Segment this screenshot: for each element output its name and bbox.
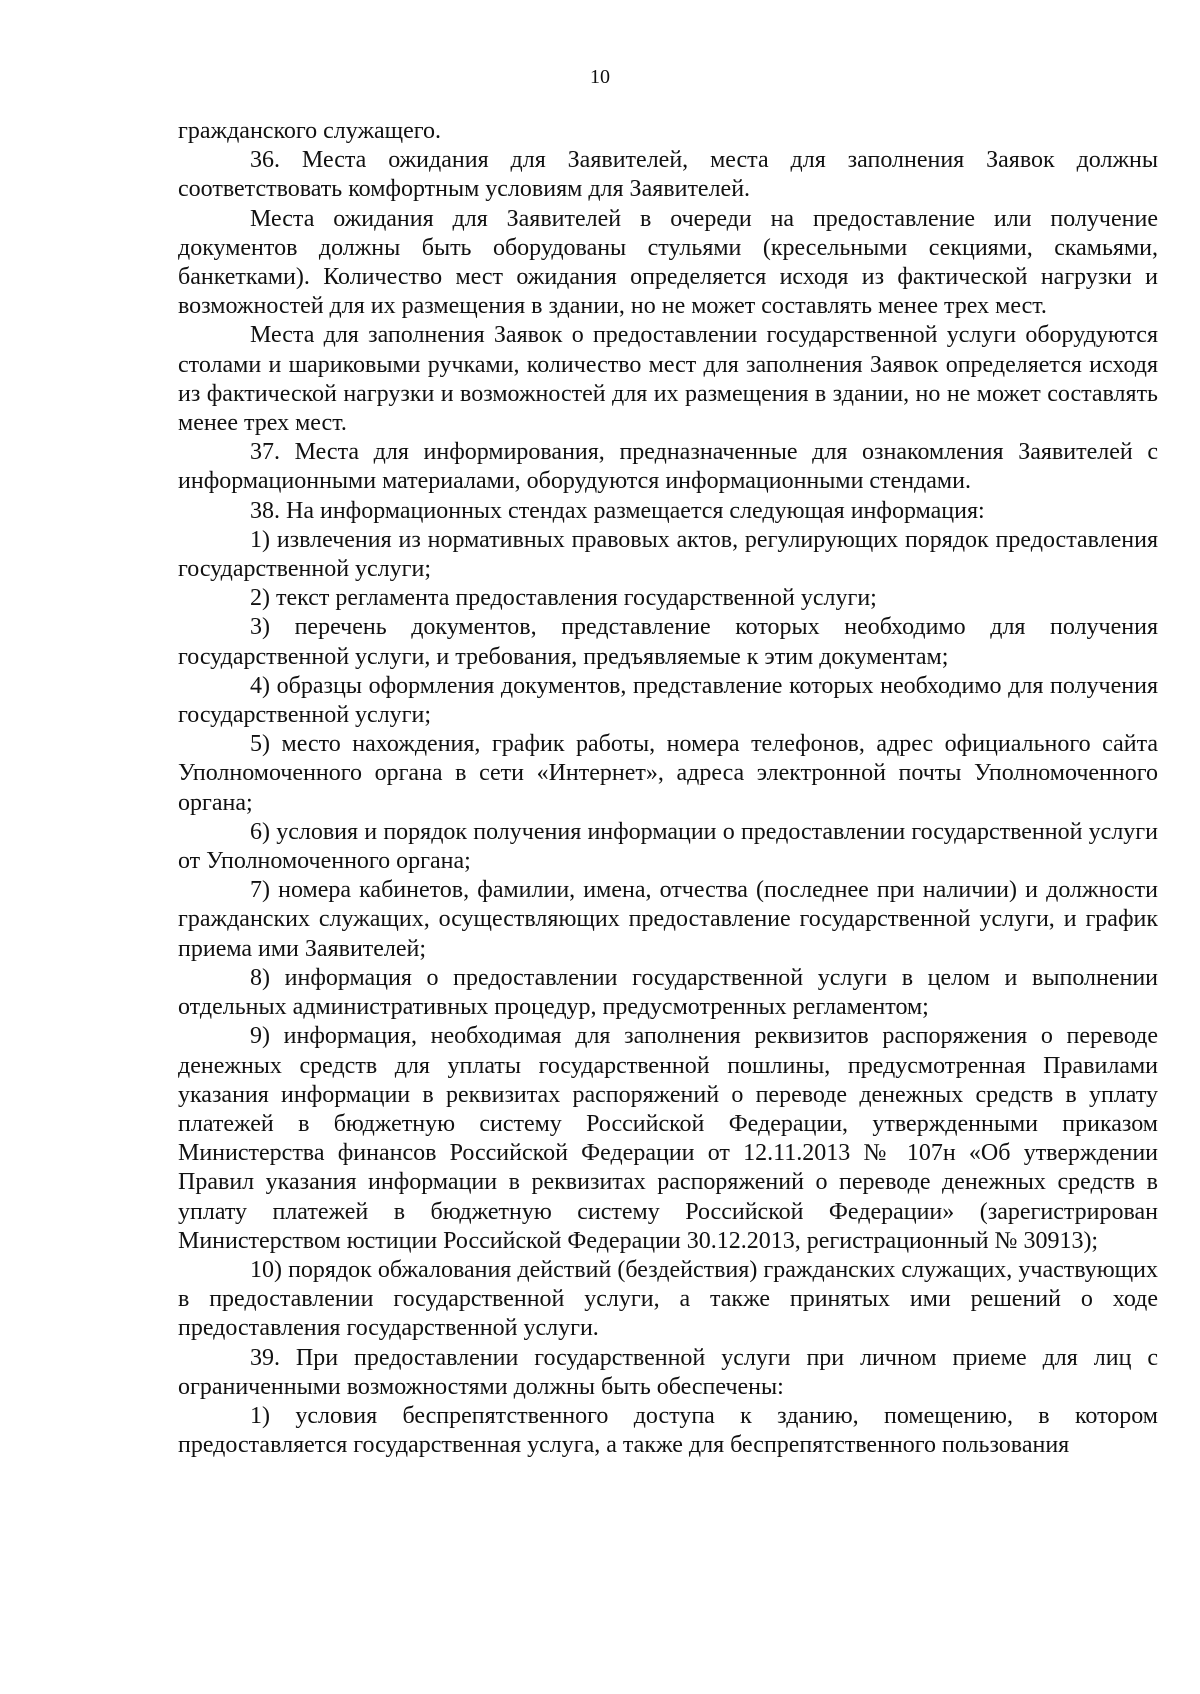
paragraph: 39. При предоставлении государственной услуги при личном приеме для лиц с ограниченными возможностями должны быть обеспечены:: [178, 1344, 1158, 1400]
paragraph: 8) информация о предоставлении государственной услуги в целом и выполнении отдельных административных процедур, предусмотренных регламентом;: [178, 964, 1158, 1021]
paragraph: 36. Места ожидания для Заявителей, места для заполнения Заявок должны соответствовать комфортным условиям для Заявителей.: [178, 147, 1158, 203]
paragraph: Места для заполнения Заявок о предоставлении государственной услуги оборудуются столами и шариковыми ручками, количество мест для заполнения Заявок определяется исходя из фактической нагрузки и возможностей для их размещения в здании, но не может составлять менее трех мест.: [178, 322, 1158, 437]
paragraph: гражданского служащего.: [178, 118, 442, 144]
paragraph: 38. На информационных стендах размещается следующая информация:: [250, 497, 985, 524]
paragraph: 9) информация, необходимая для заполнения реквизитов распоряжения о переводе денежных средств для уплаты государственной пошлины, предусмотренная Правилами указания информации в реквизитах распоряжений о переводе денежных средств в уплату платежей в бюджетную систему Российской Федерации, утвержденными приказом Министерства финансов Российской Федерации от 12.11.2013 № 107н «Об утверждении Правил указания информации в реквизитах распоряжений о переводе денежных средств в уплату платежей в бюджетную систему Российской Федерации» (зарегистрирован Министерством юстиции Российской Федерации 30.12.2013, регистрационный № 30913);: [178, 1023, 1158, 1254]
document-body: [178, 117, 1158, 1460]
page-number: 10: [590, 66, 610, 88]
paragraph: 1) извлечения из нормативных правовых актов, регулирующих порядок предоставления государственной услуги;: [178, 526, 1158, 583]
paragraph: 3) перечень документов, представление которых необходимо для получения государственной услуги, и требования, предъявляемые к этим документам;: [178, 614, 1158, 670]
paragraph: 7) номера кабинетов, фамилии, имена, отчества (последнее при наличии) и должности гражданских служащих, осуществляющих предоставление государственной услуги, и график приема ими Заявителей;: [178, 877, 1158, 962]
paragraph: Места ожидания для Заявителей в очереди на предоставление или получение документов должны быть оборудованы стульями (кресельными секциями, скамьями, банкетками). Количество мест ожидания определяется исходя из фактической нагрузки и возможностей для их размещения в здании, но не может составлять менее трех мест.: [178, 205, 1158, 320]
paragraph: 2) текст регламента предоставления государственной услуги;: [250, 585, 877, 612]
paragraph: 6) условия и порядок получения информации о предоставлении государственной услуги от Уполномоченного органа;: [178, 818, 1158, 875]
paragraph: 37. Места для информирования, предназначенные для ознакомления Заявителей с информационными материалами, оборудуются информационными стендами.: [178, 439, 1158, 495]
paragraph: 1) условия беспрепятственного доступа к зданию, помещению, в котором предоставляется государственная услуга, а также для беспрепятственного пользования: [178, 1402, 1158, 1459]
paragraph: 4) образцы оформления документов, представление которых необходимо для получения государственной услуги;: [178, 672, 1158, 729]
paragraph: 10) порядок обжалования действий (бездействия) гражданских служащих, участвующих в предоставлении государственной услуги, а также принятых ими решений о ходе предоставления государственной услуги.: [178, 1256, 1158, 1342]
paragraph: 5) место нахождения, график работы, номера телефонов, адрес официального сайта Уполномоченного органа в сети «Интернет», адреса электронной почты Уполномоченного органа;: [178, 731, 1158, 816]
